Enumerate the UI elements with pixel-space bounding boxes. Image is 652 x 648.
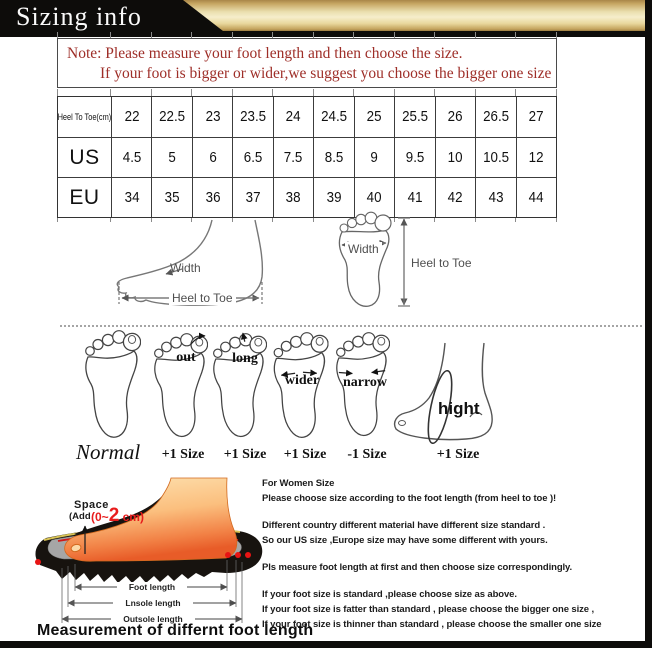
size-cell: 26.5 [475,97,515,137]
gold-ribbon [183,0,647,31]
size-cell: 24.5 [313,97,353,137]
sole-width-label: Width [345,242,382,256]
size-cell: 6.5 [232,137,272,177]
guide-line: Pls measure foot length at first and then choose size correspondingly. [262,562,573,573]
foot-type-out-label: out [176,350,196,365]
size-cell: 8.5 [313,137,353,177]
grid-tick-row-mid [57,89,557,96]
space-value: (0~2 cm) [91,505,144,526]
note-line-1: Note: Please measure your foot length and then choose the size. [67,45,463,62]
guide-line: If your foot size is standard ,please choose size as above. [262,589,517,600]
size-cell: 10 [435,137,475,177]
space-label: Space [74,499,109,511]
size-cell: 26 [435,97,475,137]
sole-length-label: Heel to Toe [411,256,472,270]
outsole-length-label: Outsole length [111,614,195,625]
size-cell: 4.5 [111,137,151,177]
size-table [57,96,557,218]
size-cell: 35 [151,177,191,217]
bottom-frame-bar [0,641,652,648]
size-plus1-label: +1 Size [223,447,267,462]
foot-type-wider-label: wider [284,373,320,388]
footprint-normal-figure [83,330,141,444]
size-cell: 44 [516,177,556,217]
size-cell: 24 [273,97,313,137]
guide-line: So our US size ,Europe size may have some different with yours. [262,535,548,546]
ankle-height-figure [392,343,514,447]
foot-type-narrow-label: narrow [342,375,388,390]
size-cell: 6 [192,137,232,177]
side-length-label: Heel to Toe [169,291,236,305]
size-cell: 9 [354,137,394,177]
guide-line: If your foot size is thinner than standard , please choose the smaller one size [262,619,602,630]
size-cell: 37 [232,177,272,217]
us-row-header: US [58,137,111,177]
note-box [57,38,557,88]
page-title: Sizing info [16,2,142,31]
size-cell: 22.5 [151,97,191,137]
size-cell: 10.5 [475,137,515,177]
foot-length-label: Foot length [117,582,187,593]
size-cell: 23.5 [232,97,272,137]
footprint-long-figure [211,333,267,443]
heel-to-toe-header: Heel To Toe(cm) [58,111,111,123]
note-line-2: If your foot is bigger or wider,we suggest you choose the bigger one size [100,65,552,82]
side-width-label: Width [170,261,201,275]
size-cell: 39 [313,177,353,217]
size-normal-label: Normal [76,440,141,464]
size-cell: 43 [475,177,515,217]
size-cell: 42 [435,177,475,217]
guide-line: If your foot size is fatter than standard , please choose the bigger one size , [262,604,595,615]
size-cell: 7.5 [273,137,313,177]
size-table-header [58,97,111,137]
size-cell: 34 [111,177,151,217]
size-cell: 9.5 [394,137,434,177]
insole-length-label: Lnsole length [113,598,193,609]
size-cell: 40 [354,177,394,217]
size-cell: 27 [516,97,556,137]
foot-type-hight-label: hight [438,399,480,418]
eu-row-header: EU [58,177,111,217]
size-cell: 25 [354,97,394,137]
size-plus1-label: +1 Size [161,447,205,462]
space-add-label: (Add [69,511,91,522]
measurement-caption: Measurement of differnt foot length [37,622,314,639]
size-plus1-label: +1 Size [436,447,480,462]
size-cell: 38 [273,177,313,217]
size-cell: 25.5 [394,97,434,137]
size-minus1-label: -1 Size [347,447,387,462]
size-cell: 5 [151,137,191,177]
size-guide-text [262,476,648,632]
foot-type-long-label: long [232,351,258,366]
size-plus1-label: +1 Size [283,447,327,462]
guide-line: Different country different material have different size standard . [262,520,546,531]
size-cell: 41 [394,177,434,217]
size-cell: 12 [516,137,556,177]
size-cell: 22 [111,97,151,137]
guide-heading: For Women Size [262,478,335,489]
guide-line: Please choose size according to the foot length (from heel to toe )! [262,493,557,504]
size-cell: 36 [192,177,232,217]
dotted-divider [60,325,642,327]
size-cell: 23 [192,97,232,137]
